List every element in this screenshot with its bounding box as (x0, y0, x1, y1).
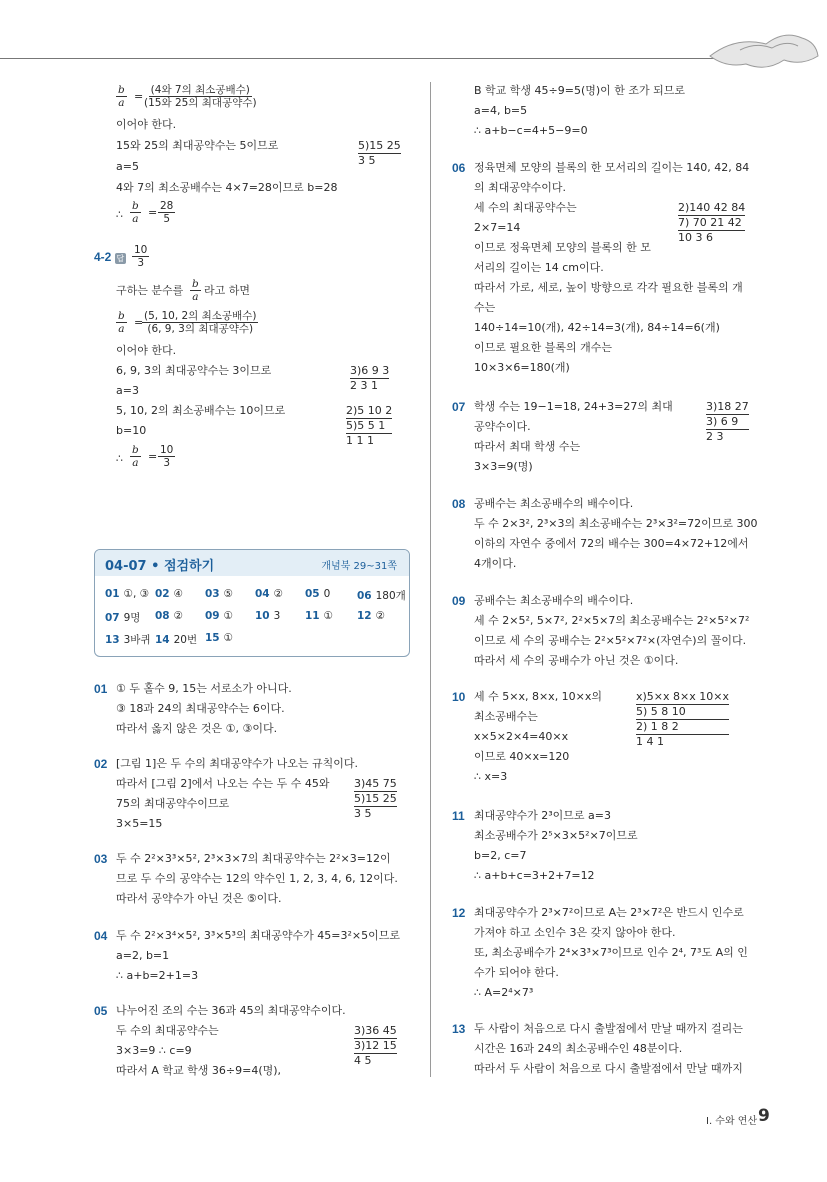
text-line: 이므로 정육면체 모양의 블록의 한 모 (474, 241, 651, 254)
fraction-b-over-a: $\frac{b}{a}$ (118, 84, 125, 109)
text-line: ∴ A=2⁴×7³ (474, 986, 534, 999)
text-line: 15와 25의 최대공약수는 5이므로 (116, 139, 279, 152)
answer-item: 15 ① (205, 632, 234, 644)
answer-item: 14 20번 (155, 634, 198, 646)
fraction-lcm-gcd-1: (4와 7의 최소공배수) (15와 25의 최대공약수) (144, 84, 257, 109)
text-line: 2×7=14 (474, 221, 521, 234)
fraction-answer: $\frac{10}{3}$ (134, 244, 148, 269)
box-title: 04-07 • 점검하기 (105, 559, 215, 574)
text-line: 구하는 분수를 (116, 284, 184, 297)
text-line: ③ 18과 24의 최대공약수는 6이다. (116, 702, 285, 715)
text-line: 4개이다. (474, 557, 517, 570)
text-line: 따라서 최대 학생 수는 (474, 440, 581, 453)
column-divider (430, 82, 431, 1077)
text-line: 최대공약수가 2³×7²이므로 A는 2³×7²은 반드시 인수로 (474, 906, 744, 919)
text-line: 최대공약수가 2³이므로 a=3 (474, 809, 611, 822)
solution-number: 12 (452, 906, 466, 920)
problem-label: 4-2 답 (94, 250, 125, 264)
fraction-b-over-a: $\frac{b}{a}$ (192, 278, 199, 303)
text-line: ∴ a+b+c=3+2+7=12 (474, 869, 595, 882)
page-number: 9 (758, 1106, 770, 1126)
equals-sign: = (148, 450, 158, 463)
division-ladder: 3)36 45 3)12 15 4 5 (354, 1024, 397, 1067)
text-line: a=4, b=5 (474, 104, 528, 117)
solution-number: 10 (452, 690, 466, 704)
text-line: 5, 10, 2의 최소공배수는 10이므로 (116, 404, 286, 417)
text-line: 최소공배수는 (474, 710, 538, 723)
fraction-b-over-a: $\frac{b}{a}$ (118, 310, 125, 335)
text-line: 6, 9, 3의 최대공약수는 3이므로 (116, 364, 272, 377)
text-line: 최소공배수가 2⁵×3×5²×7이므로 (474, 829, 638, 842)
fraction-b-over-a: $\frac{b}{a}$ (132, 200, 139, 225)
text-line: 세 수 5×x, 8×x, 10×x의 (474, 690, 603, 703)
fraction-result-1: $\frac{28}{5}$ (160, 200, 174, 225)
answer-item: 07 9명 (105, 612, 141, 624)
answer-item: 13 3바퀴 (105, 634, 151, 646)
text-line: 서리의 길이는 14 cm이다. (474, 261, 604, 274)
solution-number: 05 (94, 1004, 108, 1018)
answer-item: 05 0 (305, 588, 331, 600)
division-ladder: 3)45 75 5)15 25 3 5 (354, 777, 397, 820)
solution-number: 11 (452, 809, 465, 823)
division-ladder: 3)6 9 3 2 3 1 (350, 364, 390, 392)
text-line: b=2, c=7 (474, 849, 527, 862)
text-line: 이므로 40×x=120 (474, 750, 570, 763)
solution-number: 07 (452, 400, 466, 414)
answer-item: 10 3 (255, 610, 281, 622)
answer-item: 04 ② (255, 588, 284, 600)
text-line: 이어야 한다. (116, 344, 177, 357)
text-line: 3×3=9 ∴ c=9 (116, 1044, 192, 1057)
text-line: ∴ a+b=2+1=3 (116, 969, 199, 982)
division-ladder: 3)18 27 3) 6 9 2 3 (706, 400, 749, 443)
text-line: 정육면체 모양의 블록의 한 모서리의 길이는 140, 42, 84 (474, 161, 750, 174)
therefore-symbol: ∴ (116, 452, 123, 465)
corner-decoration-icon (706, 26, 822, 74)
answer-item: 03 ⑤ (205, 588, 234, 600)
text-line: 따라서 세 수의 공배수가 아닌 것은 ①이다. (474, 654, 679, 667)
text-line: 두 사람이 처음으로 다시 출발점에서 만날 때까지 걸리는 (474, 1022, 743, 1035)
text-line: 따라서 공약수가 아닌 것은 ⑤이다. (116, 892, 282, 905)
text-line: 두 수 2×3², 2³×3의 최소공배수는 2³×3²=72이므로 300 (474, 517, 758, 530)
text-line: 수는 (474, 301, 496, 314)
text-line: 140÷14=10(개), 42÷14=3(개), 84÷14=6(개) (474, 321, 720, 334)
answer-item: 08 ② (155, 610, 184, 622)
solution-number: 13 (452, 1022, 466, 1036)
text-line: 75의 최대공약수이므로 (116, 797, 230, 810)
division-ladder: 2)140 42 84 7) 70 21 42 10 3 6 (678, 201, 746, 244)
equals-sign: = (134, 316, 144, 329)
text-line: 따라서 [그림 2]에서 나오는 수는 두 수 45와 (116, 777, 330, 790)
text-line: 의 최대공약수이다. (474, 181, 567, 194)
text-line: a=2, b=1 (116, 949, 170, 962)
text-line: 세 수 2×5², 5×7², 2²×5×7의 최소공배수는 2²×5²×7² (474, 614, 750, 627)
answer-summary-box (94, 549, 410, 657)
text-line: ∴ x=3 (474, 770, 508, 783)
text-line: ∴ a+b−c=4+5−9=0 (474, 124, 588, 137)
text-line: 이므로 필요한 블록의 개수는 (474, 341, 613, 354)
text-line: 라고 하면 (204, 284, 251, 297)
text-line: 두 수의 최대공약수는 (116, 1024, 219, 1037)
fraction-b-over-a: $\frac{b}{a}$ (132, 444, 139, 469)
text-line: 므로 두 수의 공약수는 12의 약수인 1, 2, 3, 4, 6, 12이다. (116, 872, 398, 885)
division-ladder: x)5×x 8×x 10×x 5) 5 8 10 2) 1 8 2 1 4 1 (636, 690, 729, 748)
text-line: B 학교 학생 45÷9=5(명)이 한 조가 되므로 (474, 84, 686, 97)
solution-number: 04 (94, 929, 108, 943)
answer-badge: 답 (116, 253, 125, 263)
answer-item: 12 ② (357, 610, 386, 622)
division-ladder: 5)15 25 3 5 (358, 139, 401, 167)
box-header (95, 550, 409, 576)
fraction-result-2: $\frac{10}{3}$ (160, 444, 174, 469)
answer-item: 11 ① (305, 610, 334, 622)
solution-number: 09 (452, 594, 466, 608)
text-line: 이므로 세 수의 공배수는 2²×5²×7²×(자연수)의 꼴이다. (474, 634, 747, 647)
fraction-lcm-gcd-2: (5, 10, 2의 최소공배수) (6, 9, 3의 최대공약수) (144, 310, 257, 335)
answer-item: 01 ①, ③ (105, 588, 150, 600)
text-line: 나누어진 조의 수는 36과 45의 최대공약수이다. (116, 1004, 346, 1017)
text-line: 따라서 옳지 않은 것은 ①, ③이다. (116, 722, 278, 735)
solution-number: 06 (452, 161, 466, 175)
text-line: 이하의 자연수 중에서 72의 배수는 300=4×72+12에서 (474, 537, 749, 550)
text-line: 두 수 2²×3³×5², 2³×3×7의 최대공약수는 2²×3=12이 (116, 852, 391, 865)
text-line: 4와 7의 최소공배수는 4×7=28이므로 b=28 (116, 181, 338, 194)
text-line: b=10 (116, 424, 147, 437)
text-line: 이어야 한다. (116, 118, 177, 131)
text-line: 두 수 2²×3⁴×5², 3³×5³의 최대공약수가 45=3²×5이므로 (116, 929, 401, 942)
text-line: 가져야 하고 소인수 3은 갖지 않아야 한다. (474, 926, 676, 939)
solution-number: 03 (94, 852, 108, 866)
text-line: 따라서 두 사람이 처음으로 다시 출발점에서 만날 때까지 (474, 1062, 743, 1075)
text-line: 3×3=9(명) (474, 460, 533, 473)
solution-number: 01 (94, 682, 108, 696)
text-line: 세 수의 최대공약수는 (474, 201, 577, 214)
text-line: 공약수이다. (474, 420, 531, 433)
text-line: a=3 (116, 384, 139, 397)
text-line: ① 두 홀수 9, 15는 서로소가 아니다. (116, 682, 292, 695)
answer-item: 09 ① (205, 610, 234, 622)
text-line: 또, 최소공배수가 2⁴×3³×7³이므로 인수 2⁴, 7³도 A의 인 (474, 946, 748, 959)
text-line: 공배수는 최소공배수의 배수이다. (474, 497, 634, 510)
answer-item: 06 180개 (357, 590, 406, 602)
text-line: 공배수는 최소공배수의 배수이다. (474, 594, 634, 607)
answer-item: 02 ④ (155, 588, 184, 600)
solution-number: 08 (452, 497, 466, 511)
text-line: 수가 되어야 한다. (474, 966, 559, 979)
text-line: 따라서 A 학교 학생 36÷9=4(명), (116, 1064, 282, 1077)
text-line: x×5×2×4=40×x (474, 730, 569, 743)
equals-sign: = (134, 90, 144, 103)
equals-sign: = (148, 206, 158, 219)
text-line: [그림 1]은 두 수의 최대공약수가 나오는 규칙이다. (116, 757, 358, 770)
text-line: 따라서 가로, 세로, 높이 방향으로 각각 필요한 블록의 개 (474, 281, 743, 294)
text-line: a=5 (116, 160, 139, 173)
text-line: 10×3×6=180(개) (474, 361, 570, 374)
text-line: 학생 수는 19−1=18, 24+3=27의 최대 (474, 400, 673, 413)
text-line: 3×5=15 (116, 817, 163, 830)
chapter-label: I. 수와 연산 (706, 1116, 758, 1127)
therefore-symbol: ∴ (116, 208, 123, 221)
division-ladder: 2)5 10 2 5)5 5 1 1 1 1 (346, 404, 393, 447)
solution-number: 02 (94, 757, 108, 771)
text-line: 시간은 16과 24의 최소공배수인 48분이다. (474, 1042, 683, 1055)
box-reference: 개념북 29~31쪽 (321, 561, 397, 572)
top-rule (0, 58, 720, 59)
